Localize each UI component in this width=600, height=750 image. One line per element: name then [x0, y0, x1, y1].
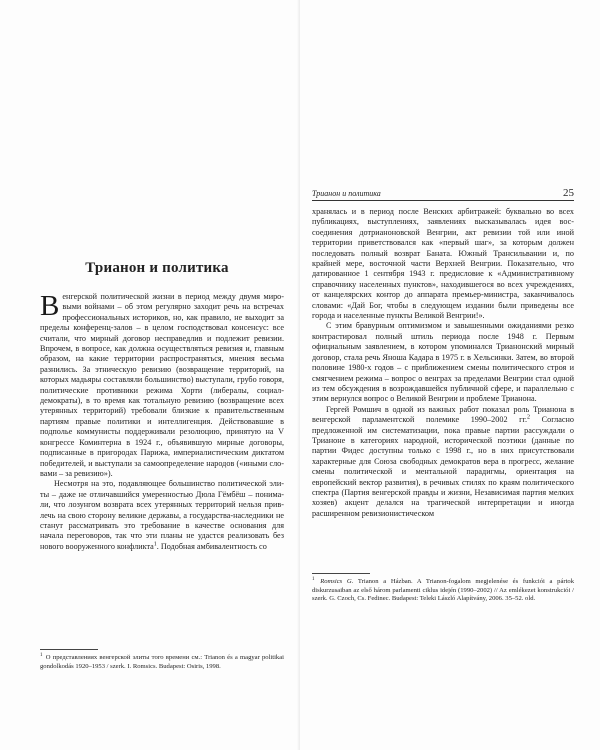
page-number: 25	[563, 187, 574, 199]
paragraph-text: С этим бравурным оптимизмом и завышенными ожиданиями резко контрастировал полный штиль периода после 1948 г. Первым официальным заявлением, в котором упоминался Трианонский мирный договор, стала речь Яноша Кадара в 1975 г. в Хельсинки. Затем, во второй половине 1980-х годов – с приближением смены политического строя и смягчением режима – вопрос о венграх за пределами Венгрии стал одной из тем обсуждения в возрождавшейся публичной сфере, и параллельно с этим вернулся вопрос о Великой Венгрии и проблеме Трианона.	[312, 321, 574, 404]
paragraph	[40, 292, 284, 479]
footnote	[312, 578, 574, 604]
paragraph	[312, 405, 574, 519]
footnote-reference: 1	[153, 541, 157, 548]
footnote-divider	[40, 649, 98, 650]
running-title: Трианон и политика	[312, 189, 381, 198]
paragraph-text: Несмотря на это, подавляющее большинство политической элиты – даже не отличавшийся умеренностью Дюла Гёмбёш – понимали, что лозунгом возврата всех утерянных территорий нельзя привлечь на свою сторону великие державы, а государства-наследники не станут рассматривать это требование в качестве основания для начала переговоров, так что эти планы не удастся реализовать без нового вооруженного конфликта	[40, 479, 284, 551]
paragraph-text: Согласно предложенной им систематизации, пока правые партии рассуждали о Трианоне в категориях народной, исторической поэтики (данные по партии Фидес доступны только с 1998 г., но в них присутствовали характерные для Союза свободных демократов вера в прогресс, желание смены политической и ментальной парадигмы, ориентация на европейский вектор развития), в речивых стилях по краям политического спектра (Партия венгерской правды и жизни, Независимая партия мелких хозяев) акцент делался на трагической интерпретации и иногда расширенном ревизионистическом	[312, 415, 574, 518]
footnote-marker: 1	[40, 652, 43, 658]
paragraph-text: хранялась и в период после Венских арбитражей: буквально во всех публикациях, выступлениях, заявлениях высказывалась идея воссоединения дотрианоновской Венгрии, акт ревизии той или иной территории приветствовался как «первый шаг», за которым должен последовать полный возврат Баната. Южный Трансильвании и, по крайней мере, восточной части Верхней Венгрии. Показательно, что датированное 1 сентября 1943 г. предисловие к «Административному справочнику населенных пунктов», находившегося во всех учреждениях, от канцелярских контор до аппарата премьер-министра, заканчивалось словами: «Дай Бог, чтобы в следующем издании были приведены все города и населенные пункты Великой Венгрии!».	[312, 207, 574, 321]
paragraph	[312, 207, 574, 321]
paragraph-text: Гергей Ромшич в одной из важных работ показал роль Трианона в венгерской парламентской полемике 1990–2002 гг.	[312, 404, 574, 425]
right-page-body	[312, 207, 574, 519]
paragraph-text: . Подобная амбивалентность со	[156, 541, 267, 551]
footnote-marker: 1	[312, 576, 315, 582]
footnote-reference: 2	[527, 414, 531, 421]
footnote-author: Romsics G.	[320, 578, 354, 585]
running-header	[312, 186, 574, 201]
paragraph-text: енгерской политической жизни в период между двумя мировыми войнами – об этом регулярно заходит речь на встречах профессиональных историков, но, как правило, не выходит за пределы конференц-залов – в целом господствовал консенсус: все считали, что мирный договор несправедлив и подлежит ревизии. Впрочем, в вопросе, как должна осуществляться ревизия и, главным образом, на какие территории распространяться, мнения весьма разнились. За этническую ревизию (возвращение территорий, на которых мадьяры составляли большинство) выступали, грубо говоря, политические противники режима Хорти (либералы, социал-демократы), в то время как тотальную ревизию (возвращение всех утерянных территорий) требовали близкие к правительственным партиям правые политики и интеллигенция. Действовавшие в подполье коммунисты поддерживали резолюцию, принятую на V конгрессе Коминтерна в 1924 г., объявившую мирные договоры, подписанные в пригородах Парижа, империалистическим диктатом победителей, и выступали за самоопределение народов («иными словами – за ревизию»).	[40, 292, 284, 478]
paragraph	[40, 479, 284, 552]
drop-cap: В	[40, 290, 60, 322]
footnote-text: Trianon a Házban. A Trianon-fogalom megjelenése és funkciói a pártok diskurzusaiban az első három parlamenti ciklus idején (1990–2002) // Az emlékezet konstrukciói / szerk. G. Czoch, Cs. Fedinec. Budapest: Teleki László Alapítvány, 2006. 35–52. old.	[312, 578, 574, 603]
footnote-text: О представлениях венгерской элиты того времени см.: Trianon és a magyar politikai gondolkodás 1920–1953 / szerk. I. Romsics. Budapest: Osiris, 1998.	[40, 654, 284, 670]
paragraph	[312, 321, 574, 404]
chapter-title: Трианон и политика	[85, 260, 229, 276]
left-page-body	[40, 292, 284, 552]
footnote	[40, 654, 284, 671]
footnote-divider	[312, 573, 370, 574]
